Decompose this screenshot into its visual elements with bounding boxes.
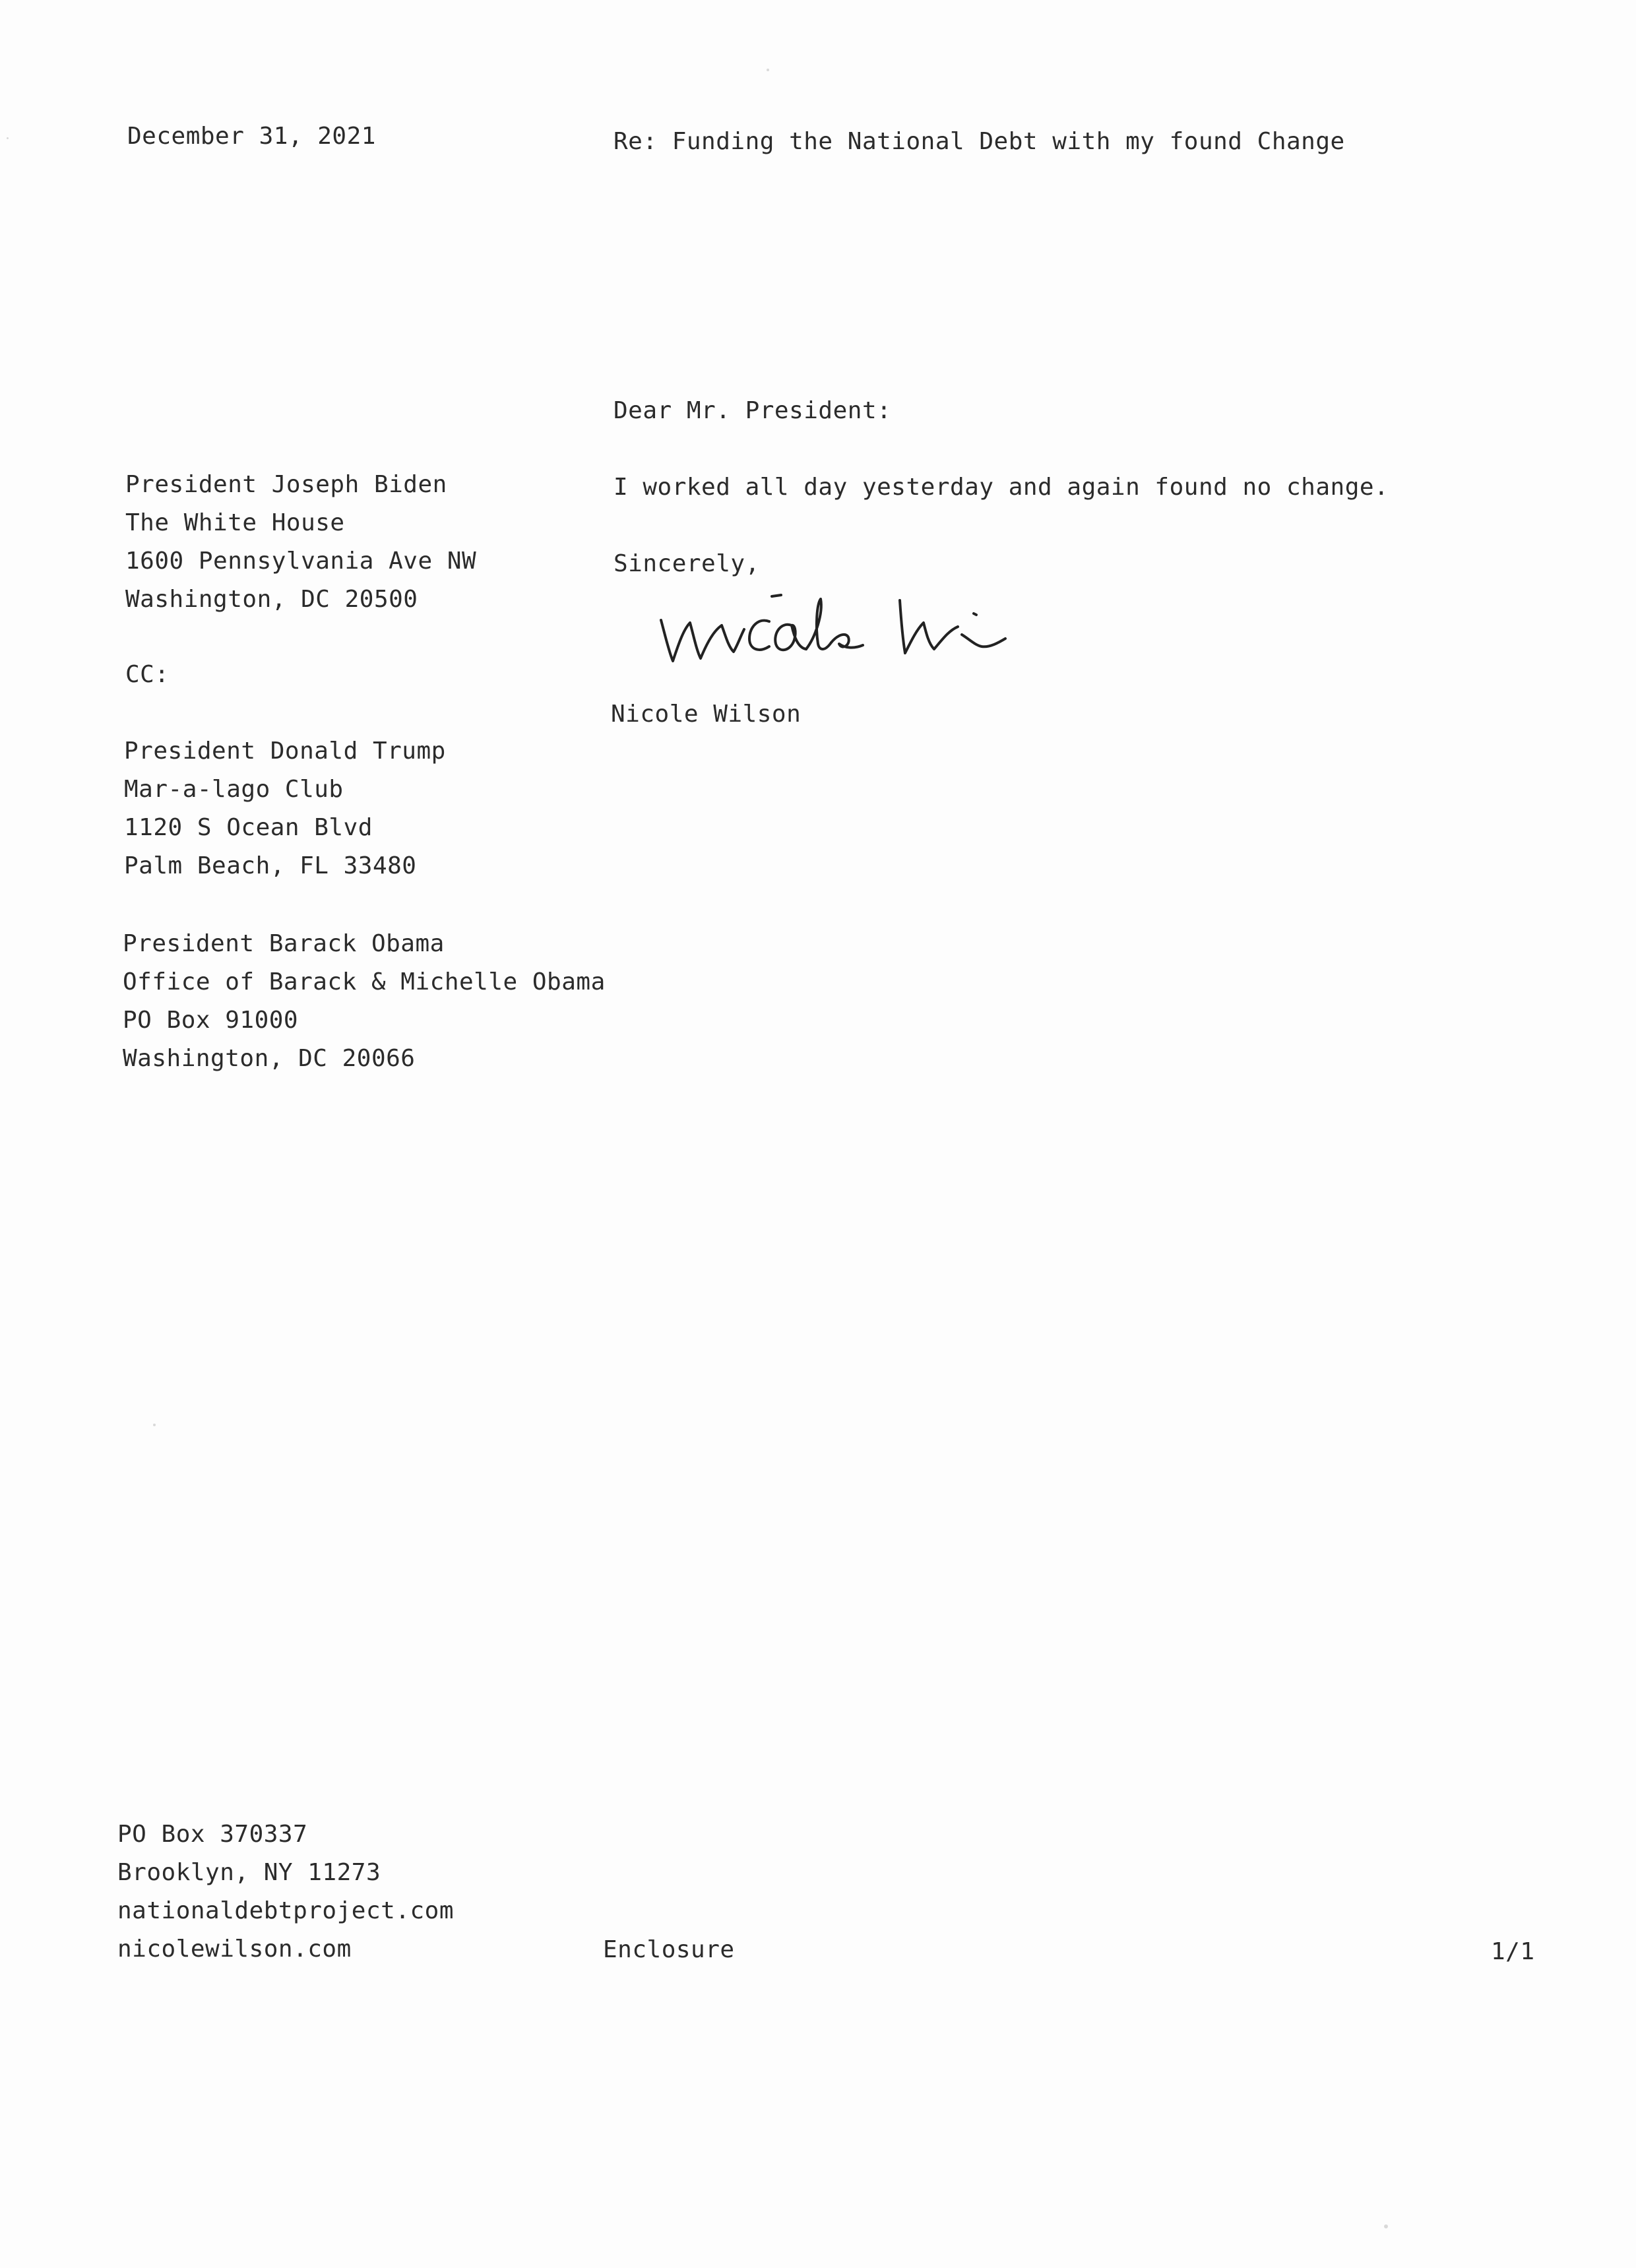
enclosure-note: Enclosure xyxy=(603,1936,735,1963)
closing: Sincerely, xyxy=(614,550,760,577)
address-line: President Barack Obama xyxy=(123,930,445,957)
letter-subject: Re: Funding the National Debt with my found Change xyxy=(614,128,1345,155)
address-line: 1120 S Ocean Blvd xyxy=(124,814,373,841)
footer-line: Brooklyn, NY 11273 xyxy=(117,1859,381,1886)
cc-recipient-address xyxy=(123,925,606,1078)
address-line: Mar-a-lago Club xyxy=(124,776,344,803)
sender-name: Nicole Wilson xyxy=(611,701,802,728)
address-line: President Donald Trump xyxy=(124,738,446,765)
cc-label: CC: xyxy=(125,661,170,688)
body-text: I worked all day yesterday and again found no change. xyxy=(614,474,1389,501)
address-line: PO Box 91000 xyxy=(123,1007,299,1034)
footer-line: nationaldebtproject.com xyxy=(117,1897,454,1924)
address-line: Washington, DC 20066 xyxy=(123,1045,416,1072)
address-line: Palm Beach, FL 33480 xyxy=(124,852,417,879)
page-number: 1/1 xyxy=(1491,1938,1535,1965)
footer-sender-address xyxy=(117,1815,454,1969)
scan-speck xyxy=(153,1424,156,1426)
signature-drawing xyxy=(653,574,1009,673)
footer-line: nicolewilson.com xyxy=(117,1936,352,1963)
address-line: Office of Barack & Michelle Obama xyxy=(123,968,606,995)
scan-speck xyxy=(1384,2224,1388,2228)
salutation: Dear Mr. President: xyxy=(614,397,892,424)
cc-recipient-address xyxy=(124,732,446,885)
address-line: The White House xyxy=(125,509,345,536)
footer-line: PO Box 370337 xyxy=(117,1821,308,1848)
scan-speck xyxy=(7,137,9,139)
address-line: Washington, DC 20500 xyxy=(125,586,418,613)
scan-speck xyxy=(767,69,769,71)
letter-date: December 31, 2021 xyxy=(127,123,376,150)
address-line: President Joseph Biden xyxy=(125,471,447,498)
handwritten-signature xyxy=(653,574,1009,673)
address-line: 1600 Pennsylvania Ave NW xyxy=(125,548,477,575)
recipient-address xyxy=(125,466,476,619)
